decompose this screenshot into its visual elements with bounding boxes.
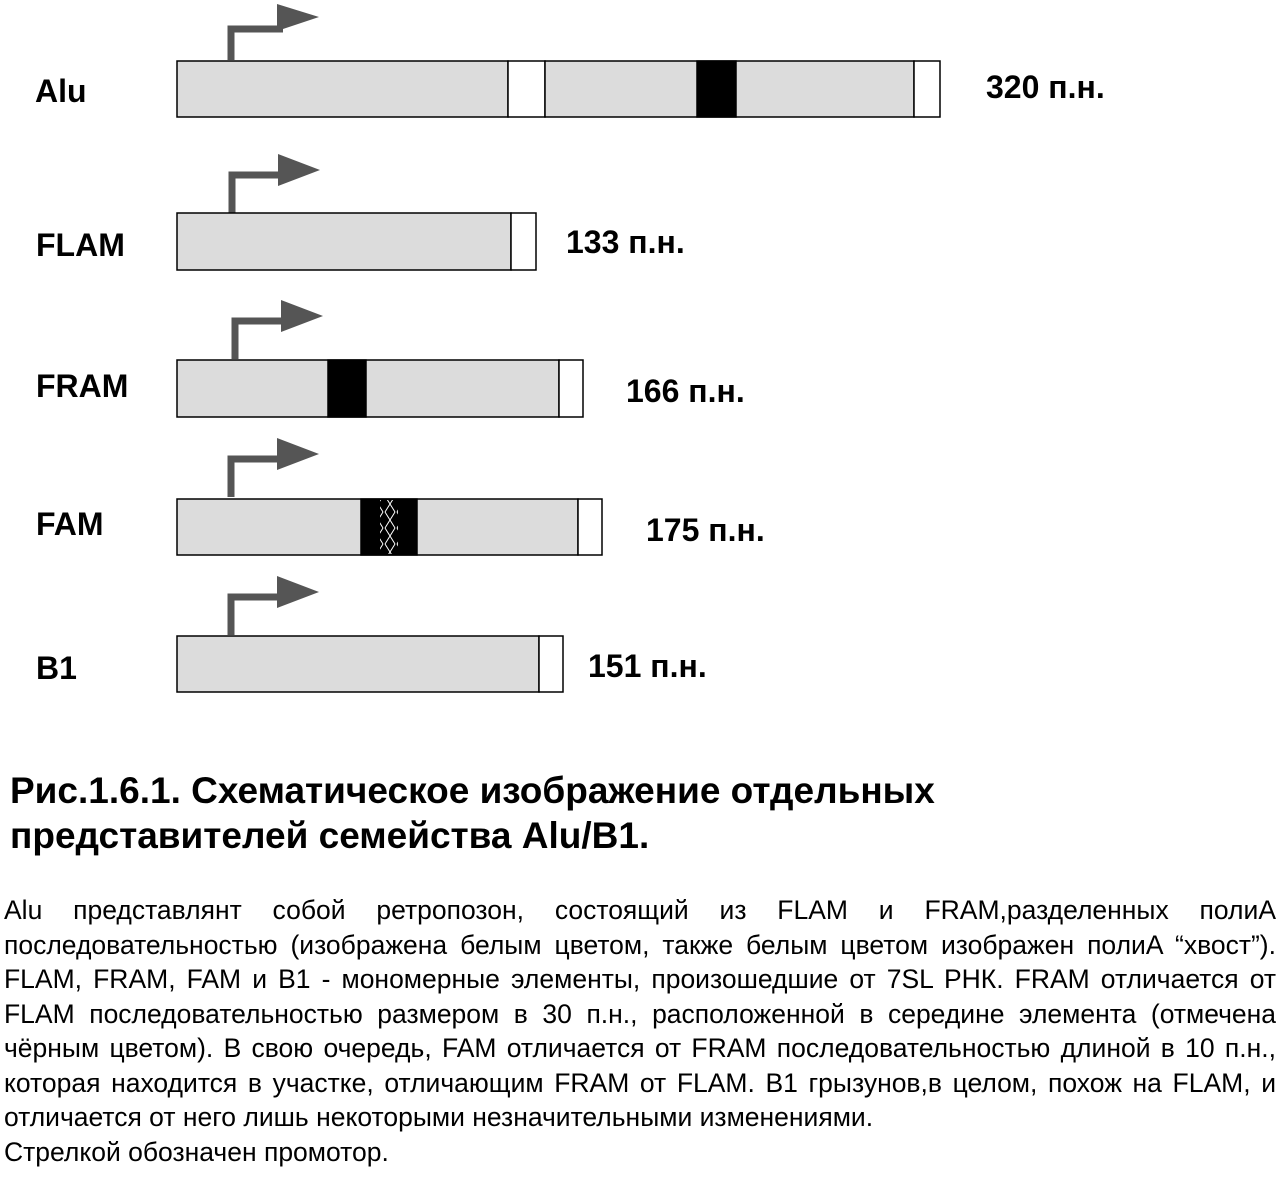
element-size: 175 п.н. <box>646 512 765 548</box>
insert-block <box>697 61 736 117</box>
left-monomer-segment <box>177 61 508 117</box>
caption-line-2: представителей семейства Alu/B1. <box>10 815 650 856</box>
promoter-note: Стрелкой обозначен промотор. <box>4 1136 389 1167</box>
element-alu <box>35 4 1105 117</box>
description-paragraph: Alu представлянт собой ретропозон, состоящий из FLAM и FRAM,разделенных полиA последовательностью (изображена белым цветом, также белым цветом изображен полиA “хвост”). FLAM, FRAM, FAM и B1 - мономерные элементы, произошедшие от 7SL РНК. FRAM отличается от FLAM последовательностью размером в 30 п.н., расположенной в середине элемента (отмечена чёрным цветом). В свою очередь, FAM отличается от FRAM последовательностью длиной в 10 п.н., которая находится в участке, отличающим FRAM от FLAM. B1 грызунов,в целом, похож на FLAM, и отличается от него лишь некоторыми незначительными изменениями. <box>4 895 1276 1132</box>
caption-line-1: Рис.1.6.1. Схематическое изображение отдельных <box>10 770 935 811</box>
element-size: 166 п.н. <box>626 373 745 409</box>
element-name: FRAM <box>36 368 129 404</box>
polyA-tail <box>578 499 602 555</box>
element-fam <box>36 438 765 555</box>
element-size: 133 п.н. <box>566 224 685 260</box>
element-size: 151 п.н. <box>588 648 707 684</box>
hatched-insert-region <box>380 500 398 554</box>
monomer-segment <box>177 213 511 270</box>
polyA-tail <box>914 61 940 117</box>
monomer-segment <box>177 360 559 417</box>
element-name: FAM <box>36 506 104 542</box>
element-size: 320 п.н. <box>986 69 1105 105</box>
element-fram <box>36 300 745 417</box>
element-name: Alu <box>35 73 87 109</box>
polyA-tail <box>559 360 583 417</box>
promoter-arrow-icon <box>231 576 319 635</box>
promoter-arrow-icon <box>231 4 319 60</box>
figure-description <box>4 893 1276 1169</box>
promoter-arrow-icon <box>231 438 319 497</box>
element-flam <box>36 154 685 270</box>
promoter-arrow-icon <box>235 300 323 359</box>
polyA-linker <box>508 61 545 117</box>
polyA-tail <box>539 636 563 692</box>
insert-block <box>328 360 366 417</box>
promoter-arrow-icon <box>232 154 320 213</box>
element-name: FLAM <box>36 227 125 263</box>
monomer-segment <box>177 636 539 692</box>
element-name: B1 <box>36 650 77 686</box>
element-b1 <box>36 576 707 692</box>
polyA-tail <box>511 213 536 270</box>
figure-caption <box>10 768 1270 858</box>
